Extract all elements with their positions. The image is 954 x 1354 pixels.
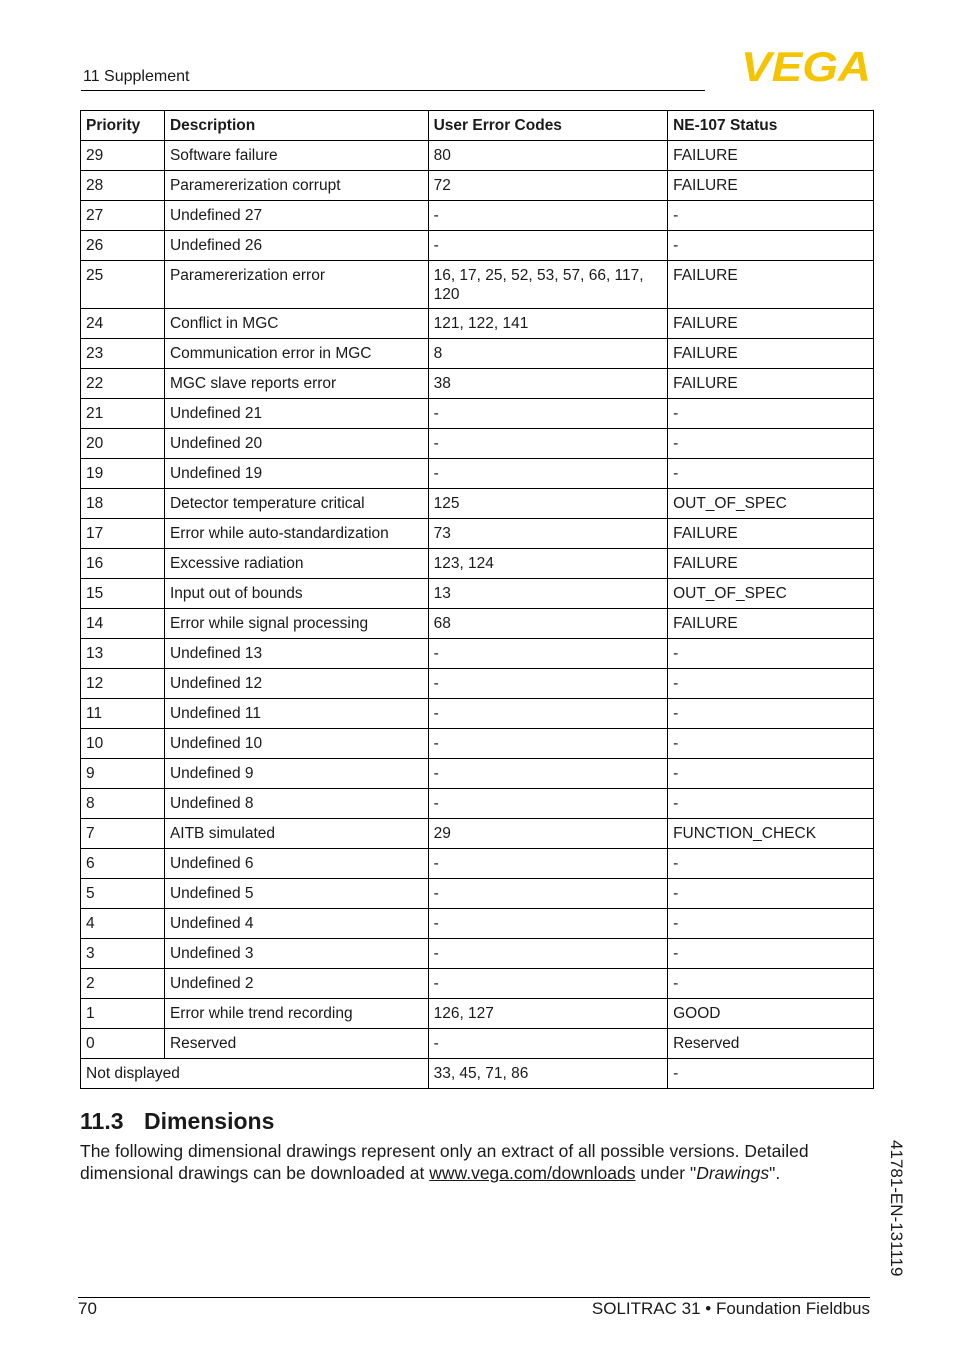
error-codes-cell: 72: [428, 171, 668, 201]
status-cell: FAILURE: [668, 369, 874, 399]
table-row: [81, 489, 874, 519]
status-cell: FAILURE: [668, 339, 874, 369]
priority-cell: 8: [81, 789, 165, 819]
table-row: [81, 399, 874, 429]
error-codes-cell: 16, 17, 25, 52, 53, 57, 66, 117, 120: [428, 261, 668, 309]
drawings-emphasis: Drawings: [696, 1163, 770, 1183]
description-cell: Excessive radiation: [164, 549, 428, 579]
description-cell: Paramererization error: [164, 261, 428, 309]
priority-cell: 5: [81, 879, 165, 909]
status-cell: FAILURE: [668, 261, 874, 309]
table-row: [81, 729, 874, 759]
status-cell: FAILURE: [668, 549, 874, 579]
description-cell: Undefined 21: [164, 399, 428, 429]
table-header-row: [81, 111, 874, 141]
error-codes-cell: 126, 127: [428, 999, 668, 1029]
table-row: [81, 789, 874, 819]
priority-cell: 28: [81, 171, 165, 201]
table-row: [81, 369, 874, 399]
status-cell: OUT_OF_SPEC: [668, 579, 874, 609]
priority-cell: 17: [81, 519, 165, 549]
footer-product: SOLITRAC 31 • Foundation Fieldbus: [591, 1299, 870, 1318]
status-cell: -: [668, 429, 874, 459]
table-row: [81, 141, 874, 171]
description-cell: Undefined 3: [164, 939, 428, 969]
description-cell: Undefined 20: [164, 429, 428, 459]
description-cell: Undefined 19: [164, 459, 428, 489]
error-codes-cell: 121, 122, 141: [428, 309, 668, 339]
table-row: [81, 309, 874, 339]
section-paragraph: [80, 1140, 840, 1184]
status-cell: FAILURE: [668, 171, 874, 201]
error-codes-cell: -: [428, 849, 668, 879]
column-header-user-error-codes: User Error Codes: [428, 111, 668, 141]
table-row: [81, 669, 874, 699]
table-row: [81, 849, 874, 879]
status-cell: Reserved: [668, 1029, 874, 1059]
downloads-link[interactable]: www.vega.com/downloads: [429, 1163, 636, 1183]
table-row: [81, 699, 874, 729]
description-cell: Undefined 26: [164, 231, 428, 261]
error-codes-cell: 80: [428, 141, 668, 171]
paragraph-text-after: under ": [635, 1163, 697, 1183]
not-displayed-codes: 33, 45, 71, 86: [428, 1059, 668, 1089]
error-codes-cell: 8: [428, 339, 668, 369]
error-codes-cell: -: [428, 909, 668, 939]
error-codes-cell: -: [428, 639, 668, 669]
description-cell: Communication error in MGC: [164, 339, 428, 369]
priority-cell: 26: [81, 231, 165, 261]
error-codes-cell: -: [428, 729, 668, 759]
page-number: 70: [78, 1299, 97, 1318]
paragraph-end: ".: [769, 1163, 781, 1183]
error-codes-cell: -: [428, 969, 668, 999]
error-codes-cell: 123, 124: [428, 549, 668, 579]
section-title: Dimensions: [144, 1108, 275, 1134]
priority-cell: 3: [81, 939, 165, 969]
table-row: [81, 609, 874, 639]
error-codes-cell: 13: [428, 579, 668, 609]
status-cell: -: [668, 759, 874, 789]
description-cell: Undefined 2: [164, 969, 428, 999]
priority-cell: 13: [81, 639, 165, 669]
priority-cell: 14: [81, 609, 165, 639]
table-row: [81, 261, 874, 309]
table-row: [81, 759, 874, 789]
error-codes-cell: 68: [428, 609, 668, 639]
status-cell: -: [668, 909, 874, 939]
error-codes-cell: 73: [428, 519, 668, 549]
status-cell: -: [668, 231, 874, 261]
table-row: [81, 1029, 874, 1059]
priority-cell: 20: [81, 429, 165, 459]
error-codes-cell: -: [428, 459, 668, 489]
priority-cell: 15: [81, 579, 165, 609]
table-row: [81, 969, 874, 999]
vega-logo: [741, 50, 873, 84]
status-cell: -: [668, 669, 874, 699]
priority-cell: 9: [81, 759, 165, 789]
status-cell: -: [668, 939, 874, 969]
column-header-ne107-status: NE-107 Status: [668, 111, 874, 141]
description-cell: AITB simulated: [164, 819, 428, 849]
table-row: [81, 429, 874, 459]
priority-cell: 4: [81, 909, 165, 939]
priority-cell: 25: [81, 261, 165, 309]
status-cell: -: [668, 849, 874, 879]
error-codes-cell: -: [428, 201, 668, 231]
priority-cell: 11: [81, 699, 165, 729]
status-cell: -: [668, 789, 874, 819]
priority-cell: 12: [81, 669, 165, 699]
description-cell: Error while signal processing: [164, 609, 428, 639]
priority-cell: 23: [81, 339, 165, 369]
status-cell: -: [668, 879, 874, 909]
section-number: 11.3: [80, 1108, 124, 1134]
priority-cell: 19: [81, 459, 165, 489]
not-displayed-status: -: [668, 1059, 874, 1089]
error-codes-cell: 29: [428, 819, 668, 849]
error-codes-cell: -: [428, 879, 668, 909]
error-codes-cell: -: [428, 399, 668, 429]
description-cell: Undefined 6: [164, 849, 428, 879]
table-row: [81, 639, 874, 669]
table-row: [81, 879, 874, 909]
description-cell: Undefined 11: [164, 699, 428, 729]
table-row: [81, 939, 874, 969]
error-codes-cell: -: [428, 699, 668, 729]
table-row-not-displayed: [81, 1059, 874, 1089]
description-cell: Undefined 4: [164, 909, 428, 939]
description-cell: Undefined 13: [164, 639, 428, 669]
priority-cell: 0: [81, 1029, 165, 1059]
svg-text:VEGA: VEGA: [741, 50, 871, 84]
description-cell: Undefined 12: [164, 669, 428, 699]
not-displayed-label: Not displayed: [81, 1059, 429, 1089]
table-row: [81, 519, 874, 549]
error-codes-cell: -: [428, 939, 668, 969]
description-cell: Undefined 9: [164, 759, 428, 789]
table-row: [81, 339, 874, 369]
status-cell: GOOD: [668, 999, 874, 1029]
status-cell: FAILURE: [668, 141, 874, 171]
paragraph-text: The following dimensional drawings represent only an extract of all possible versions. Detailed dimensional drawings can be downloaded at: [80, 1141, 809, 1183]
table-row: [81, 231, 874, 261]
status-cell: -: [668, 201, 874, 231]
status-cell: -: [668, 639, 874, 669]
table-row: [81, 549, 874, 579]
table-row: [81, 819, 874, 849]
description-cell: Software failure: [164, 141, 428, 171]
status-cell: OUT_OF_SPEC: [668, 489, 874, 519]
footer-rule: [78, 1297, 870, 1298]
description-cell: Detector temperature critical: [164, 489, 428, 519]
table-row: [81, 171, 874, 201]
status-cell: FAILURE: [668, 519, 874, 549]
priority-cell: 10: [81, 729, 165, 759]
priority-cell: 22: [81, 369, 165, 399]
table-row: [81, 459, 874, 489]
description-cell: Reserved: [164, 1029, 428, 1059]
status-cell: FAILURE: [668, 609, 874, 639]
status-cell: -: [668, 729, 874, 759]
error-codes-cell: 125: [428, 489, 668, 519]
priority-cell: 7: [81, 819, 165, 849]
description-cell: Undefined 5: [164, 879, 428, 909]
error-codes-cell: -: [428, 789, 668, 819]
error-codes-cell: -: [428, 429, 668, 459]
error-codes-table: [80, 110, 874, 1089]
status-cell: FUNCTION_CHECK: [668, 819, 874, 849]
table-row: [81, 909, 874, 939]
status-cell: -: [668, 699, 874, 729]
description-cell: Paramererization corrupt: [164, 171, 428, 201]
priority-cell: 27: [81, 201, 165, 231]
priority-cell: 16: [81, 549, 165, 579]
priority-cell: 29: [81, 141, 165, 171]
priority-cell: 2: [81, 969, 165, 999]
column-header-description: Description: [164, 111, 428, 141]
priority-cell: 6: [81, 849, 165, 879]
error-codes-cell: -: [428, 759, 668, 789]
table-row: [81, 201, 874, 231]
description-cell: Conflict in MGC: [164, 309, 428, 339]
status-cell: -: [668, 969, 874, 999]
priority-cell: 1: [81, 999, 165, 1029]
description-cell: Undefined 27: [164, 201, 428, 231]
description-cell: Error while auto-standardization: [164, 519, 428, 549]
priority-cell: 24: [81, 309, 165, 339]
table-row: [81, 999, 874, 1029]
error-codes-cell: -: [428, 231, 668, 261]
description-cell: MGC slave reports error: [164, 369, 428, 399]
description-cell: Error while trend recording: [164, 999, 428, 1029]
description-cell: Undefined 8: [164, 789, 428, 819]
status-cell: FAILURE: [668, 309, 874, 339]
error-codes-cell: 38: [428, 369, 668, 399]
document-code: 41781-EN-131119: [887, 1140, 906, 1277]
section-heading: [80, 1108, 274, 1135]
error-codes-cell: -: [428, 1029, 668, 1059]
error-codes-cell: -: [428, 669, 668, 699]
status-cell: -: [668, 399, 874, 429]
header-rule: [81, 90, 705, 91]
status-cell: -: [668, 459, 874, 489]
description-cell: Input out of bounds: [164, 579, 428, 609]
running-header: 11 Supplement: [83, 68, 190, 85]
column-header-priority: Priority: [81, 111, 165, 141]
table-row: [81, 579, 874, 609]
priority-cell: 21: [81, 399, 165, 429]
description-cell: Undefined 10: [164, 729, 428, 759]
priority-cell: 18: [81, 489, 165, 519]
